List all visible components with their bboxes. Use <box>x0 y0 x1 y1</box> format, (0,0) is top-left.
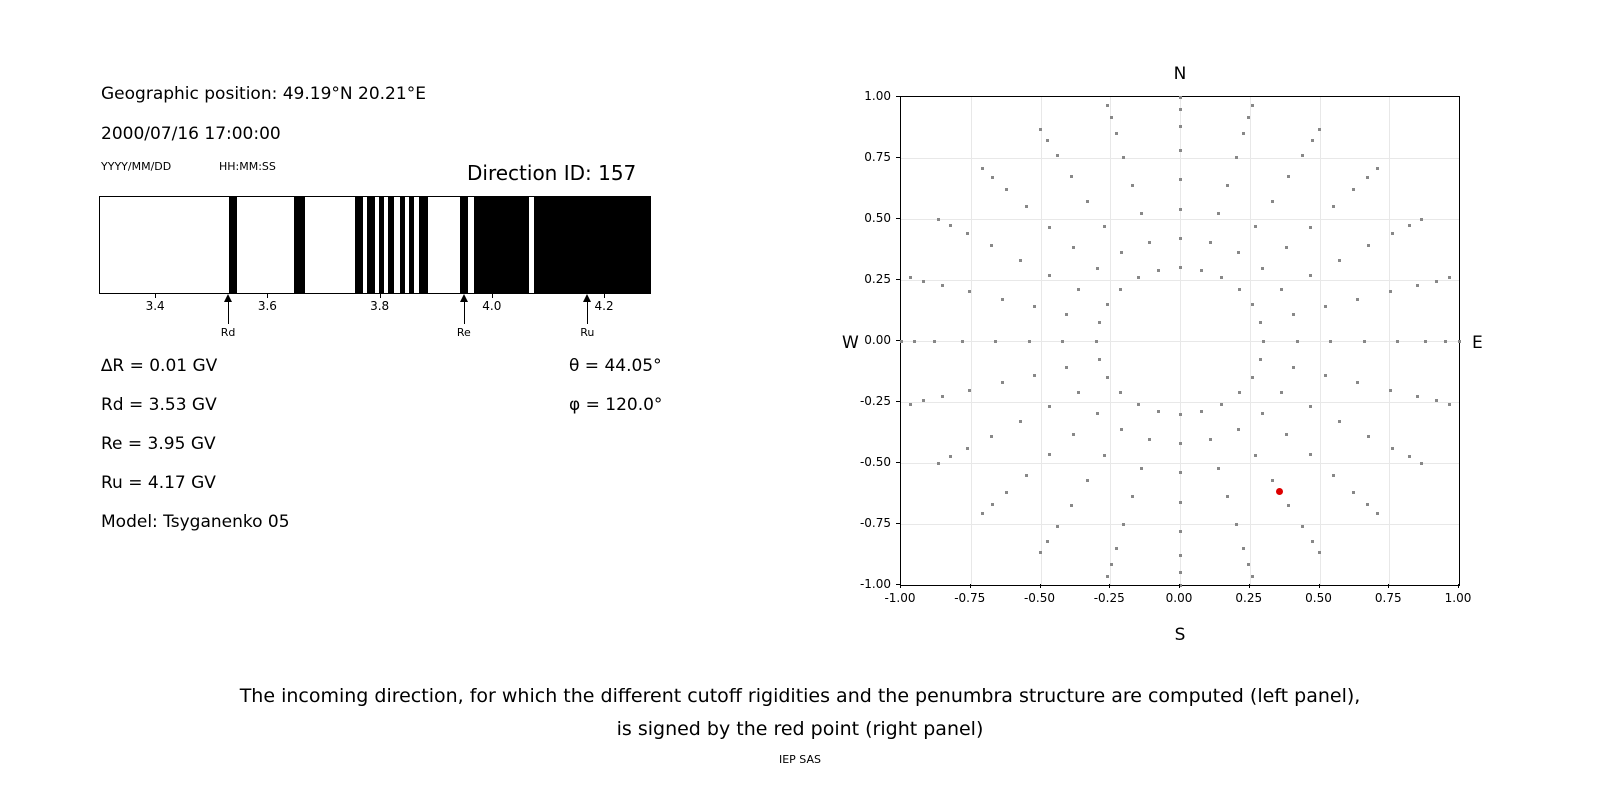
direction-point <box>1309 226 1312 229</box>
direction-point <box>1324 374 1327 377</box>
x-axis-tick-label: 0.50 <box>1305 591 1332 605</box>
direction-point <box>1287 504 1290 507</box>
direction-point <box>1110 563 1113 566</box>
direction-point <box>1179 178 1182 181</box>
x-axis-tick-label: 0.75 <box>1374 591 1402 605</box>
direction-point <box>1301 154 1304 157</box>
direction-point <box>991 176 994 179</box>
direction-point <box>1352 188 1355 191</box>
direction-point <box>1019 420 1022 423</box>
direction-point <box>1448 403 1451 406</box>
direction-point <box>1106 575 1109 578</box>
direction-point <box>1046 139 1049 142</box>
direction-point <box>1458 340 1461 343</box>
x-axis-tick-label: -0.75 <box>954 591 986 605</box>
compass-west-label: W <box>842 333 859 353</box>
direction-point <box>1005 491 1008 494</box>
direction-point <box>1301 525 1304 528</box>
direction-point <box>1179 530 1182 533</box>
direction-point <box>1122 523 1125 526</box>
direction-point <box>1324 305 1327 308</box>
direction-point <box>1251 303 1254 306</box>
direction-point <box>1028 340 1031 343</box>
direction-point <box>1416 395 1419 398</box>
direction-point <box>1235 156 1238 159</box>
stat-model: Model: Tsyganenko 05 <box>101 512 290 532</box>
direction-point <box>961 340 964 343</box>
arrow-up-icon <box>444 294 484 324</box>
direction-point <box>1056 525 1059 528</box>
axis-tick <box>896 401 900 402</box>
axis-tick-label: 3.6 <box>257 299 277 313</box>
direction-point <box>968 389 971 392</box>
direction-point <box>1098 321 1101 324</box>
direction-point <box>1356 298 1359 301</box>
gridline-horizontal <box>901 463 1459 464</box>
direction-point <box>949 224 952 227</box>
x-axis-tick-label: 0.00 <box>1165 591 1193 605</box>
direction-point <box>1251 104 1254 107</box>
direction-point <box>1396 340 1399 343</box>
axis-tick <box>896 157 900 158</box>
direction-point <box>1140 467 1143 470</box>
direction-point <box>1217 212 1220 215</box>
direction-point <box>1019 259 1022 262</box>
direction-point <box>981 167 984 170</box>
axis-tick <box>1109 584 1110 588</box>
date-format-hint: YYYY/MM/DD <box>101 160 172 173</box>
direction-point <box>1237 428 1240 431</box>
gridline-horizontal <box>901 158 1459 159</box>
time-format-hint: HH:MM:SS <box>219 160 276 173</box>
y-axis-tick-label: 0.25 <box>864 272 891 286</box>
axis-tick <box>1458 584 1459 588</box>
y-axis-tick-label: 0.75 <box>864 150 891 164</box>
direction-point <box>1309 274 1312 277</box>
axis-tick-label: 4.0 <box>482 299 502 313</box>
direction-point <box>1238 391 1241 394</box>
axis-tick <box>1388 584 1389 588</box>
direction-point <box>1033 305 1036 308</box>
direction-point <box>1103 225 1106 228</box>
direction-point <box>1070 175 1073 178</box>
penumbra-band <box>388 197 394 293</box>
arrow-up-icon <box>208 294 248 324</box>
direction-point <box>1285 246 1288 249</box>
direction-point <box>1251 575 1254 578</box>
direction-point <box>1287 175 1290 178</box>
direction-point <box>1033 374 1036 377</box>
direction-point <box>1025 474 1028 477</box>
arrow-up-icon <box>567 294 607 324</box>
direction-point <box>1338 259 1341 262</box>
direction-point <box>1005 188 1008 191</box>
direction-point <box>1077 391 1080 394</box>
axis-tick <box>896 584 900 585</box>
direction-point <box>1061 340 1064 343</box>
direction-point <box>1363 340 1366 343</box>
direction-point <box>1254 225 1257 228</box>
direction-point <box>991 503 994 506</box>
direction-point <box>966 447 969 450</box>
direction-point <box>1318 128 1321 131</box>
direction-point <box>1095 340 1098 343</box>
x-axis-tick-label: -1.00 <box>884 591 916 605</box>
direction-point <box>1148 241 1151 244</box>
direction-point <box>1209 241 1212 244</box>
direction-point <box>1048 274 1051 277</box>
direction-point <box>1391 232 1394 235</box>
axis-tick <box>380 294 381 298</box>
direction-point <box>981 512 984 515</box>
direction-point <box>1329 340 1332 343</box>
x-axis-tick-label: 0.25 <box>1235 591 1263 605</box>
datetime-label: 2000/07/16 17:00:00 <box>101 124 281 144</box>
direction-point <box>1318 551 1321 554</box>
direction-point <box>922 280 925 283</box>
direction-point <box>1220 276 1223 279</box>
direction-point <box>1220 403 1223 406</box>
direction-point <box>1420 462 1423 465</box>
right-panel <box>820 40 1520 660</box>
direction-point <box>1115 547 1118 550</box>
marker-re <box>444 294 484 339</box>
direction-point <box>1179 237 1182 240</box>
direction-point <box>1311 540 1314 543</box>
direction-point <box>1262 340 1265 343</box>
direction-point <box>1408 455 1411 458</box>
direction-point <box>1200 269 1203 272</box>
direction-point <box>1444 340 1447 343</box>
direction-point <box>1420 218 1423 221</box>
axis-tick <box>1179 584 1180 588</box>
direction-point <box>1065 313 1068 316</box>
direction-point <box>1077 288 1080 291</box>
direction-point <box>1048 405 1051 408</box>
direction-point <box>1179 471 1182 474</box>
penumbra-band <box>400 197 405 293</box>
direction-point <box>1131 495 1134 498</box>
axis-tick <box>896 462 900 463</box>
direction-point <box>1280 288 1283 291</box>
direction-point <box>1106 303 1109 306</box>
direction-point <box>1235 523 1238 526</box>
compass-north-label: N <box>1173 64 1187 84</box>
direction-point <box>1086 479 1089 482</box>
direction-point <box>1115 132 1118 135</box>
direction-point <box>1435 280 1438 283</box>
axis-tick <box>1249 584 1250 588</box>
direction-point <box>1332 474 1335 477</box>
marker-re-label: Re <box>456 326 471 339</box>
direction-point <box>1039 551 1042 554</box>
direction-point <box>1217 467 1220 470</box>
gridline-horizontal <box>901 402 1459 403</box>
penumbra-band <box>229 197 238 293</box>
direction-point <box>1122 156 1125 159</box>
direction-point <box>1179 554 1182 557</box>
penumbra-band <box>419 197 427 293</box>
direction-point <box>1251 376 1254 379</box>
direction-point <box>1119 288 1122 291</box>
x-axis-tick-label: -0.25 <box>1093 591 1125 605</box>
direction-point <box>1356 381 1359 384</box>
direction-point <box>1292 366 1295 369</box>
direction-point <box>1209 438 1212 441</box>
stat-phi: φ = 120.0° <box>569 395 663 415</box>
marker-ru-label: Ru <box>580 326 595 339</box>
y-axis-tick-label: -0.75 <box>859 516 891 530</box>
direction-point <box>1179 266 1182 269</box>
direction-point <box>941 284 944 287</box>
axis-tick <box>267 294 268 298</box>
direction-point <box>1376 512 1379 515</box>
direction-point <box>1259 321 1262 324</box>
direction-point <box>937 218 940 221</box>
direction-point <box>990 435 993 438</box>
axis-tick-label: 3.8 <box>370 299 390 313</box>
left-panel <box>0 0 760 620</box>
direction-point <box>1179 571 1182 574</box>
direction-point <box>909 276 912 279</box>
selected-direction-point[interactable] <box>1276 488 1283 495</box>
penumbra-band <box>355 197 362 293</box>
direction-point <box>1311 139 1314 142</box>
direction-point <box>1048 453 1051 456</box>
caption-line-1: The incoming direction, for which the different cutoff rigidities and the penumbra structure are computed (left panel), <box>239 685 1361 707</box>
caption-line-2: is signed by the red point (right panel) <box>616 718 984 740</box>
marker-rd <box>208 294 248 339</box>
y-axis-tick-label: 0.50 <box>864 211 891 225</box>
direction-point <box>1435 399 1438 402</box>
direction-point <box>1352 491 1355 494</box>
direction-point <box>1389 290 1392 293</box>
direction-point <box>1366 176 1369 179</box>
penumbra-band <box>409 197 414 293</box>
direction-point <box>1338 420 1341 423</box>
direction-point <box>1271 200 1274 203</box>
direction-point <box>1110 116 1113 119</box>
direction-point <box>1056 154 1059 157</box>
direction-point <box>1120 428 1123 431</box>
direction-point <box>1086 200 1089 203</box>
y-axis-tick-label: -1.00 <box>859 577 891 591</box>
direction-point <box>941 395 944 398</box>
direction-point <box>933 340 936 343</box>
direction-point <box>1179 108 1182 111</box>
direction-point <box>1408 224 1411 227</box>
direction-point <box>1261 412 1264 415</box>
direction-point <box>1157 269 1160 272</box>
direction-point <box>1424 340 1427 343</box>
footer-label: IEP SAS <box>778 753 822 766</box>
direction-point <box>1157 410 1160 413</box>
penumbra-band <box>460 197 468 293</box>
direction-point <box>1065 366 1068 369</box>
direction-point <box>1096 267 1099 270</box>
direction-point <box>1120 251 1123 254</box>
direction-point <box>1001 381 1004 384</box>
direction-point <box>1254 454 1257 457</box>
axis-tick <box>900 584 901 588</box>
direction-point <box>1179 501 1182 504</box>
axis-tick <box>492 294 493 298</box>
direction-point <box>1098 358 1101 361</box>
direction-point <box>994 340 997 343</box>
penumbra-band <box>379 197 384 293</box>
direction-point <box>1296 340 1299 343</box>
penumbra-band <box>294 197 305 293</box>
axis-tick <box>896 96 900 97</box>
direction-point <box>949 455 952 458</box>
direction-point <box>1137 403 1140 406</box>
direction-point <box>990 244 993 247</box>
x-axis-tick-label: 1.00 <box>1444 591 1472 605</box>
direction-point <box>1309 405 1312 408</box>
direction-point <box>1131 184 1134 187</box>
figure-caption <box>0 680 1600 746</box>
direction-point <box>1259 358 1262 361</box>
direction-point <box>1238 288 1241 291</box>
direction-point <box>1072 433 1075 436</box>
direction-id-label: Direction ID: 157 <box>467 161 637 185</box>
direction-point <box>1285 433 1288 436</box>
direction-point <box>922 399 925 402</box>
direction-point <box>1391 447 1394 450</box>
direction-point <box>1247 563 1250 566</box>
axis-tick <box>1319 584 1320 588</box>
direction-point <box>1140 212 1143 215</box>
axis-tick <box>896 523 900 524</box>
direction-point <box>937 462 940 465</box>
direction-point <box>1025 205 1028 208</box>
direction-point <box>1179 442 1182 445</box>
direction-point <box>1247 116 1250 119</box>
direction-point <box>1366 503 1369 506</box>
direction-point <box>1039 128 1042 131</box>
direction-point <box>1237 251 1240 254</box>
direction-point <box>1137 276 1140 279</box>
gridline-horizontal <box>901 524 1459 525</box>
direction-point <box>1367 244 1370 247</box>
direction-point <box>1271 479 1274 482</box>
direction-point <box>1119 391 1122 394</box>
direction-point <box>1332 205 1335 208</box>
direction-point <box>1179 125 1182 128</box>
axis-tick <box>896 279 900 280</box>
axis-tick-label: 3.4 <box>145 299 165 313</box>
axis-tick <box>1040 584 1041 588</box>
direction-point <box>1389 389 1392 392</box>
direction-point <box>1292 313 1295 316</box>
direction-point <box>1148 438 1151 441</box>
direction-point <box>1242 132 1245 135</box>
direction-point <box>1001 298 1004 301</box>
direction-point <box>1070 504 1073 507</box>
marker-rd-label: Rd <box>220 326 236 339</box>
penumbra-band <box>367 197 375 293</box>
stat-theta: θ = 44.05° <box>569 356 662 376</box>
marker-ru <box>567 294 607 339</box>
stat-re: Re = 3.95 GV <box>101 434 216 454</box>
penumbra-band <box>474 197 529 293</box>
sky-direction-scatter-plot <box>900 96 1460 586</box>
x-axis-tick-label: -0.50 <box>1023 591 1056 605</box>
direction-point <box>1179 149 1182 152</box>
direction-point <box>1072 246 1075 249</box>
direction-point <box>1309 453 1312 456</box>
direction-point <box>1242 547 1245 550</box>
direction-point <box>1280 391 1283 394</box>
direction-point <box>1179 208 1182 211</box>
direction-point <box>1106 376 1109 379</box>
y-axis-tick-label: 1.00 <box>864 89 891 103</box>
direction-point <box>968 290 971 293</box>
compass-south-label: S <box>1174 625 1186 645</box>
direction-point <box>913 340 916 343</box>
direction-point <box>1416 284 1419 287</box>
penumbra-band <box>534 197 650 293</box>
direction-point <box>1226 495 1229 498</box>
direction-point <box>1448 276 1451 279</box>
direction-point <box>1103 454 1106 457</box>
direction-point <box>909 403 912 406</box>
gridline-horizontal <box>901 341 1459 342</box>
direction-point <box>1106 104 1109 107</box>
compass-east-label: E <box>1472 333 1483 353</box>
stat-delta-r: ∆R = 0.01 GV <box>101 356 218 376</box>
y-axis-tick-label: 0.00 <box>864 333 891 347</box>
y-axis-tick-label: -0.50 <box>859 455 891 469</box>
direction-point <box>1376 167 1379 170</box>
direction-point <box>1226 184 1229 187</box>
axis-tick-label: 4.2 <box>594 299 614 313</box>
axis-tick <box>896 340 900 341</box>
direction-point <box>1179 413 1182 416</box>
gridline-horizontal <box>901 219 1459 220</box>
direction-point <box>1367 435 1370 438</box>
direction-point <box>966 232 969 235</box>
direction-point <box>1261 267 1264 270</box>
direction-point <box>1096 412 1099 415</box>
direction-point <box>1200 410 1203 413</box>
y-axis-tick-label: -0.25 <box>859 394 891 408</box>
axis-tick <box>896 218 900 219</box>
stat-ru: Ru = 4.17 GV <box>101 473 216 493</box>
axis-tick <box>155 294 156 298</box>
geographic-position-label: Geographic position: 49.19°N 20.21°E <box>101 84 426 104</box>
direction-point <box>1048 226 1051 229</box>
direction-point <box>1046 540 1049 543</box>
penumbra-structure-plot <box>99 196 651 294</box>
stat-rd: Rd = 3.53 GV <box>101 395 217 415</box>
axis-tick <box>970 584 971 588</box>
gridline-horizontal <box>901 280 1459 281</box>
direction-point <box>1179 96 1182 99</box>
